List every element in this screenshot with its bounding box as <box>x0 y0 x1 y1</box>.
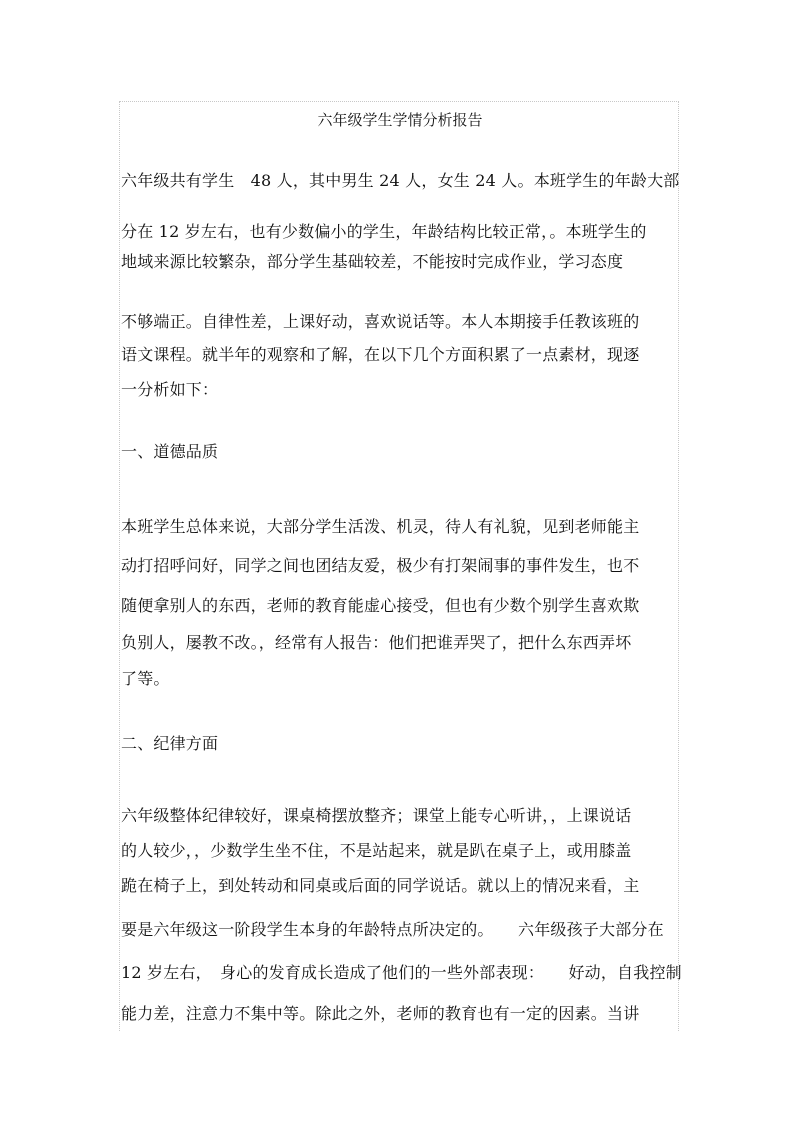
paragraph-line-14: 跪在椅子上，到处转动和同桌或后面的同学说话。就以上的情况来看，主 <box>121 876 640 895</box>
paragraph-line-10: 负别人，屡教不改。，经常有人报告：他们把谁弄哭了，把什么东西弄坏 <box>121 633 632 652</box>
paragraph-line-3: 地域来源比较繁杂，部分学生基础较差，不能按时完成作业，学习态度 <box>121 252 624 271</box>
paragraph-line-5: 语文课程。就半年的观察和了解，在以下几个方面积累了一点素材，现逐 <box>121 345 640 364</box>
paragraph-line-1: 六年级共有学生 48 人，其中男生 24 人，女生 24 人。本班学生的年龄大部 <box>121 171 680 190</box>
paragraph-line-13: 的人较少，，少数学生坐不住，不是站起来，就是趴在桌子上，或用膝盖 <box>121 841 632 860</box>
paragraph-line-12: 六年级整体纪律较好，课桌椅摆放整齐；课堂上能专心听讲，，上课说话 <box>121 806 632 825</box>
section-heading-discipline: 二、纪律方面 <box>121 734 219 753</box>
paragraph-line-8: 动打招呼问好，同学之间也团结友爱，极少有打架闹事的事件发生，也不 <box>121 556 640 575</box>
paragraph-line-15: 要是六年级这一阶段学生本身的年龄特点所决定的。 六年级孩子大部分在 <box>121 920 664 939</box>
section-heading-moral: 一、道德品质 <box>121 442 219 461</box>
paragraph-line-11: 了等。 <box>121 669 170 688</box>
paragraph-line-16: 12 岁左右， 身心的发育成长造成了他们的一些外部表现： 好动，自我控制 <box>121 963 682 982</box>
paragraph-line-2: 分在 12 岁左右，也有少数偏小的学生，年龄结构比较正常，。本班学生的 <box>121 222 647 241</box>
paragraph-line-17: 能力差，注意力不集中等。除此之外，老师的教育也有一定的因素。当讲 <box>121 1004 640 1023</box>
paragraph-line-6: 一分析如下： <box>121 380 219 399</box>
document-title: 六年级学生学情分析报告 <box>317 111 483 129</box>
paragraph-line-7: 本班学生总体来说，大部分学生活泼、机灵，待人有礼貌，见到老师能主 <box>121 517 640 536</box>
paragraph-line-4: 不够端正。自律性差，上课好动，喜欢说话等。本人本期接手任教该班的 <box>121 312 640 331</box>
paragraph-line-9: 随便拿别人的东西，老师的教育能虚心接受，但也有少数个别学生喜欢欺 <box>121 596 640 615</box>
